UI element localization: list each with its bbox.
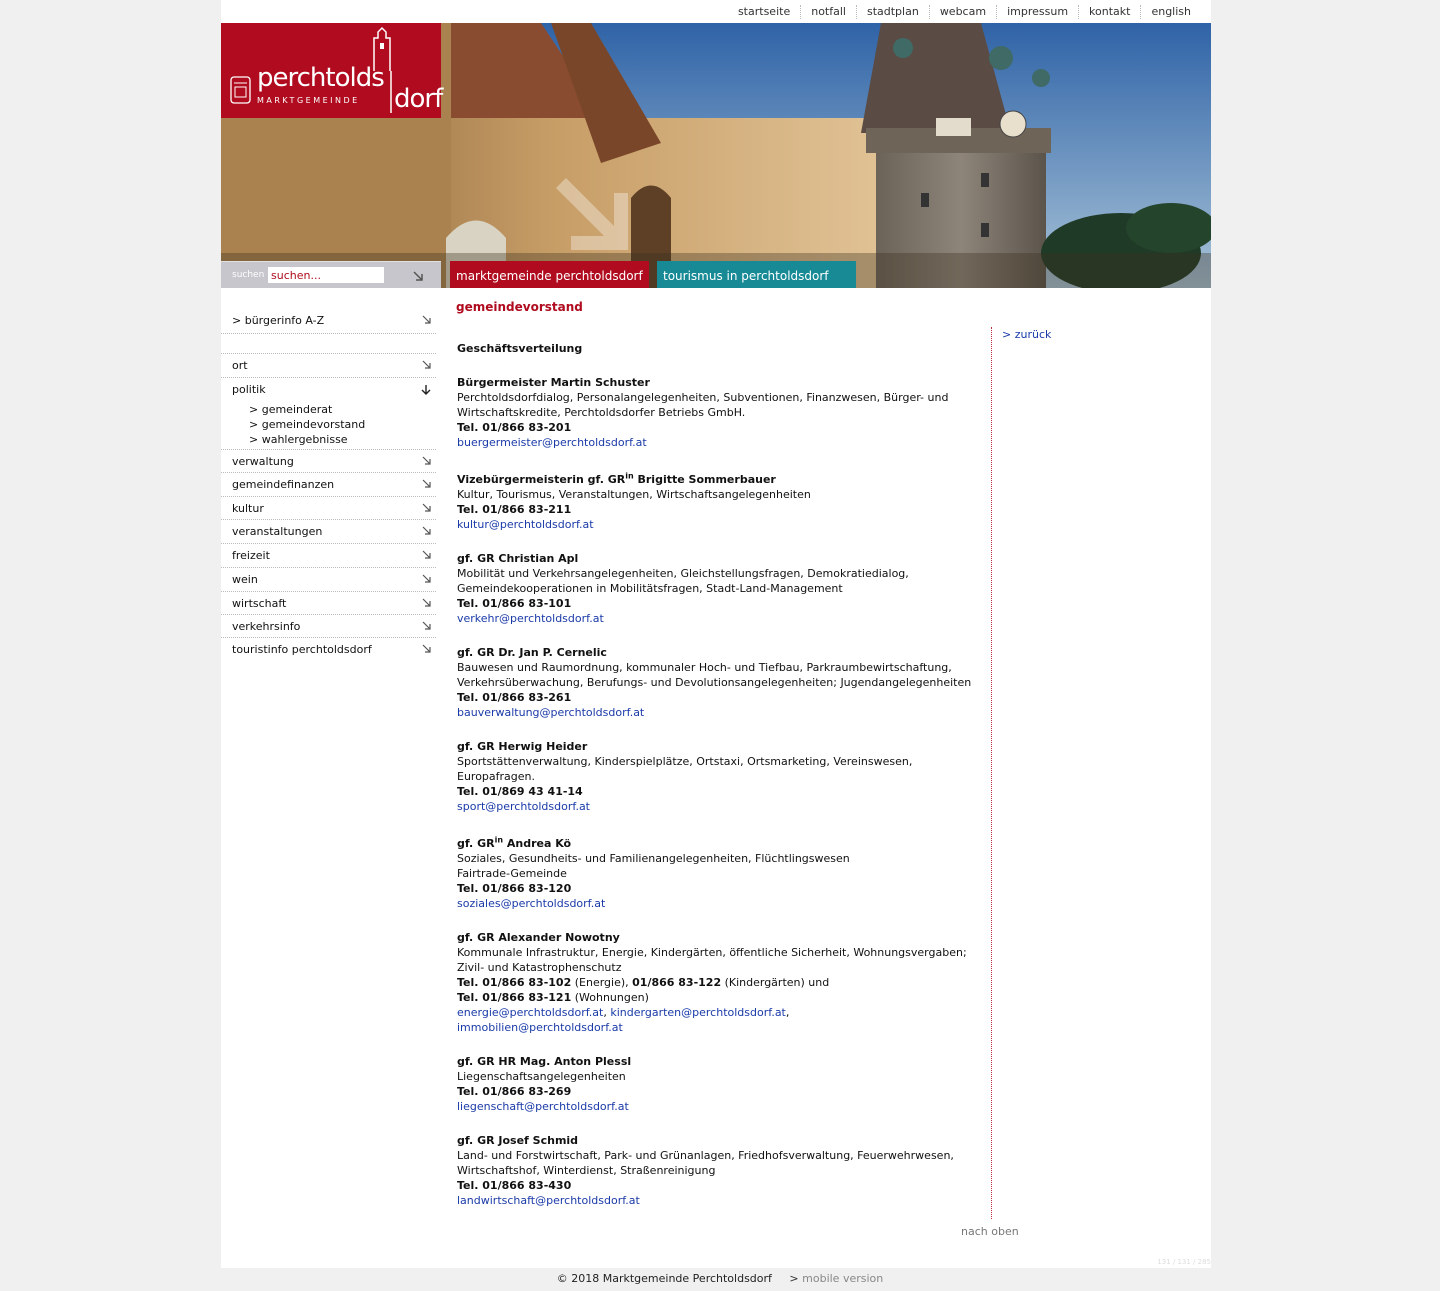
phone-note: (Kindergärten) und: [721, 976, 830, 989]
member-phone: Tel. 01/866 83-101: [457, 597, 572, 610]
member-name-part: Brigitte Sommerbauer: [633, 473, 776, 486]
search-bar: [221, 261, 441, 288]
member-email-link[interactable]: verkehr@perchtoldsdorf.at: [457, 612, 604, 625]
back-to-top-link[interactable]: nach oben: [961, 1225, 1019, 1238]
mobile-link-marker: >: [789, 1272, 799, 1285]
mobile-link-label: mobile version: [802, 1272, 884, 1285]
member-email-link[interactable]: immobilien@perchtoldsdorf.at: [457, 1021, 623, 1034]
member-phone-line: [457, 975, 982, 990]
member-block: [457, 1133, 982, 1208]
section-heading: Geschäftsverteilung: [457, 342, 583, 355]
arrow-down-right-icon: [422, 360, 432, 370]
member-block: [457, 375, 982, 450]
mobile-version-link[interactable]: [789, 1272, 883, 1285]
member-block: [457, 551, 982, 626]
page-title: gemeindevorstand: [456, 300, 583, 314]
member-name-part: gf. GR: [457, 837, 495, 850]
arrow-down-right-icon: [422, 503, 432, 513]
member-name-superscript: in: [494, 835, 504, 845]
member-duties: Wirtschaftskredite, Perchtoldsdorfer Betriebs GmbH.: [457, 406, 746, 419]
member-duties: Gemeindekooperationen in Mobilitätsfragen, Stadt-Land-Management: [457, 582, 843, 595]
sidebar-subitem-wahlergebnisse[interactable]: > wahlergebnisse: [249, 433, 348, 446]
sidebar-item-label: verwaltung: [232, 455, 294, 468]
sidebar-item-label: verkehrsinfo: [232, 620, 301, 633]
member-email-link[interactable]: liegenschaft@perchtoldsdorf.at: [457, 1100, 629, 1113]
member-name: gf. GR Herwig Heider: [457, 740, 588, 753]
arrow-down-right-icon: [422, 526, 432, 536]
member-duties: Land- und Forstwirtschaft, Park- und Grünanlagen, Friedhofsverwaltung, Feuerwehrwesen,: [457, 1149, 954, 1162]
logo-name-suffix: dorf: [394, 84, 443, 114]
search-input[interactable]: [268, 267, 384, 283]
sidebar-subitem-gemeinderat[interactable]: > gemeinderat: [249, 403, 333, 416]
sidebar-item-label: ort: [232, 359, 248, 372]
member-phone: Tel. 01/869 43 41-14: [457, 785, 583, 798]
member-duties: Kommunale Infrastruktur, Energie, Kindergärten, öffentliche Sicherheit, Wohnungsvergaben;: [457, 946, 967, 959]
member-duties: Kultur, Tourismus, Veranstaltungen, Wirtschaftsangelegenheiten: [457, 488, 811, 501]
search-submit-icon[interactable]: [412, 270, 424, 282]
member-duties: Mobilität und Verkehrsangelegenheiten, Gleichstellungsfragen, Demokratiedialog,: [457, 567, 909, 580]
copyright-text: © 2018 Marktgemeinde Perchtoldsdorf: [556, 1272, 772, 1285]
member-email-link[interactable]: bauverwaltung@perchtoldsdorf.at: [457, 706, 645, 719]
arrow-down-right-icon: [422, 479, 432, 489]
logo[interactable]: [221, 23, 441, 118]
sidebar-item-label: kultur: [232, 502, 264, 515]
member-email-link[interactable]: sport@perchtoldsdorf.at: [457, 800, 590, 813]
member-name: [457, 472, 982, 487]
member-phone: Tel. 01/866 83-201: [457, 421, 572, 434]
member-duties: Verkehrsüberwachung, Berufungs- und Devolutionsangelegenheiten; Jugendangelegenheiten: [457, 676, 972, 689]
member-email-link[interactable]: buergermeister@perchtoldsdorf.at: [457, 436, 647, 449]
search-label: suchen: [232, 270, 265, 280]
member-duties: Perchtoldsdorfdialog, Personalangelegenheiten, Subventionen, Finanzwesen, Bürger- und: [457, 391, 949, 404]
member-block: [457, 739, 982, 814]
nav-notfall[interactable]: notfall: [800, 5, 856, 19]
nav-kontakt[interactable]: kontakt: [1078, 5, 1140, 19]
sidebar-item-label: wirtschaft: [232, 597, 287, 610]
sidebar-item-label: veranstaltungen: [232, 525, 323, 538]
member-duties: Fairtrade-Gemeinde: [457, 867, 567, 880]
separator: ,: [785, 1006, 790, 1019]
member-phone: Tel. 01/866 83-430: [457, 1179, 572, 1192]
visitor-counter: 131 / 131 / 285: [1157, 1258, 1211, 1266]
sidebar-item-label: freizeit: [232, 549, 270, 562]
sidebar: [221, 307, 436, 661]
phone-note: (Wohnungen): [571, 991, 649, 1004]
member-phone: Tel. 01/866 83-211: [457, 503, 572, 516]
member-email-link[interactable]: soziales@perchtoldsdorf.at: [457, 897, 606, 910]
tab-tourismus[interactable]: tourismus in perchtoldsdorf: [657, 261, 856, 288]
content-divider: [991, 327, 992, 1219]
sidebar-item-ort[interactable]: [221, 354, 436, 378]
member-block: [457, 836, 982, 911]
member-phone-line: [457, 990, 982, 1005]
member-email-line: [457, 1005, 982, 1020]
sidebar-item-wein[interactable]: [221, 568, 436, 592]
sidebar-group-politik: [221, 378, 436, 450]
nav-impressum[interactable]: impressum: [996, 5, 1078, 19]
member-duties: Wirtschaftshof, Winterdienst, Straßenreinigung: [457, 1164, 716, 1177]
member-email-link[interactable]: energie@perchtoldsdorf.at: [457, 1006, 604, 1019]
member-duties: Bauwesen und Raumordnung, kommunaler Hoch- und Tiefbau, Parkraumbewirtschaftung,: [457, 661, 952, 674]
sidebar-item-freizeit[interactable]: [221, 544, 436, 568]
top-navigation: [728, 5, 1201, 19]
back-link[interactable]: > zurück: [1002, 328, 1052, 341]
member-email-link[interactable]: kindergarten@perchtoldsdorf.at: [610, 1006, 786, 1019]
arrow-down-right-icon: [422, 621, 432, 631]
nav-startseite[interactable]: startseite: [737, 5, 791, 18]
member-phone: 01/866 83-122: [632, 976, 722, 989]
nav-webcam[interactable]: webcam: [929, 5, 996, 19]
sidebar-item-kultur[interactable]: [221, 497, 436, 520]
member-block: [457, 930, 982, 1035]
member-name-part: Andrea Kö: [503, 837, 572, 850]
member-duties: Zivil- und Katastrophenschutz: [457, 961, 622, 974]
member-block: [457, 645, 982, 720]
member-phone: Tel. 01/866 83-102: [457, 976, 572, 989]
logo-subtitle: MARKTGEMEINDE: [257, 96, 360, 105]
sidebar-item-politik[interactable]: [232, 378, 436, 402]
member-phone: Tel. 01/866 83-261: [457, 691, 572, 704]
sidebar-item-wirtschaft[interactable]: [221, 592, 436, 615]
member-duties: Europafragen.: [457, 770, 536, 783]
sidebar-item-gemeindefinanzen[interactable]: [221, 473, 436, 497]
sidebar-item-buergerinfo[interactable]: [221, 307, 436, 334]
arrow-down-right-icon: [422, 644, 432, 654]
tab-marktgemeinde[interactable]: marktgemeinde perchtoldsdorf: [450, 261, 649, 288]
arrow-down-right-icon: [422, 574, 432, 584]
member-email-link[interactable]: landwirtschaft@perchtoldsdorf.at: [457, 1194, 640, 1207]
arrow-down-right-icon: [422, 315, 432, 325]
member-block: [457, 472, 982, 532]
member-name: gf. GR Josef Schmid: [457, 1134, 579, 1147]
arrow-down-right-icon: [422, 598, 432, 608]
member-phone: Tel. 01/866 83-269: [457, 1085, 572, 1098]
member-name-part: Vizebürgermeisterin gf. GR: [457, 473, 626, 486]
member-phone: Tel. 01/866 83-120: [457, 882, 572, 895]
sidebar-item-verkehrsinfo[interactable]: [221, 615, 436, 638]
member-name: gf. GR Dr. Jan P. Cernelic: [457, 646, 607, 659]
sidebar-spacer: [221, 334, 436, 354]
arrow-down-right-icon: [422, 456, 432, 466]
member-name: gf. GR Christian Apl: [457, 552, 579, 565]
member-duties: Soziales, Gesundheits- und Familienangelegenheiten, Flüchtlingswesen: [457, 852, 850, 865]
member-duties: Liegenschaftsangelegenheiten: [457, 1070, 626, 1083]
logo-name: perchtolds: [257, 63, 384, 93]
sidebar-item-veranstaltungen[interactable]: [221, 520, 436, 544]
member-email-link[interactable]: kultur@perchtoldsdorf.at: [457, 518, 594, 531]
sidebar-item-label: wein: [232, 573, 258, 586]
member-name: [457, 836, 982, 851]
sidebar-item-label: touristinfo perchtoldsdorf: [232, 643, 372, 656]
member-name-superscript: in: [625, 471, 634, 481]
arrow-down-right-icon: [422, 550, 432, 560]
page-container: [221, 0, 1211, 1268]
nav-english[interactable]: english: [1140, 5, 1201, 19]
member-name: Bürgermeister Martin Schuster: [457, 376, 650, 389]
separator: ,: [603, 1006, 611, 1019]
sidebar-subitem-gemeindevorstand[interactable]: > gemeindevorstand: [249, 418, 366, 431]
sidebar-item-verwaltung[interactable]: [221, 450, 436, 473]
member-block: [457, 1054, 982, 1114]
member-phone: Tel. 01/866 83-121: [457, 991, 572, 1004]
footer: [0, 1272, 1440, 1285]
sidebar-item-touristinfo[interactable]: [221, 638, 436, 661]
sidebar-item-label: gemeindefinanzen: [232, 478, 335, 491]
nav-stadtplan[interactable]: stadtplan: [856, 5, 929, 19]
arrow-down-icon: [420, 384, 432, 396]
member-name: gf. GR HR Mag. Anton Plessl: [457, 1055, 632, 1068]
header-banner: [221, 23, 1211, 288]
member-name: gf. GR Alexander Nowotny: [457, 931, 620, 944]
sidebar-item-label: politik: [232, 383, 266, 396]
sidebar-item-label: > bürgerinfo A-Z: [232, 314, 325, 327]
phone-note: (Energie),: [571, 976, 633, 989]
member-duties: Sportstättenverwaltung, Kinderspielplätze, Ortstaxi, Ortsmarketing, Vereinswesen,: [457, 755, 913, 768]
